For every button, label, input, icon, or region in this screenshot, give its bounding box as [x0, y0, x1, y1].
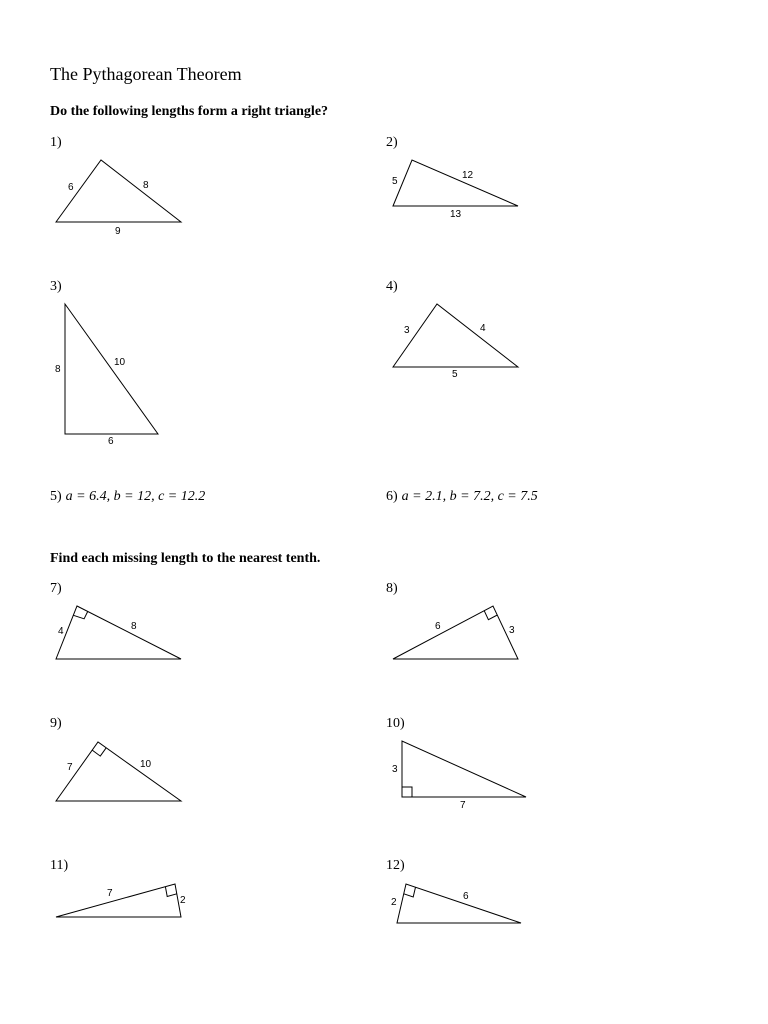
problem-3-side-c: 6	[108, 436, 114, 447]
problem-11-side-b: 2	[180, 895, 186, 906]
problem-12-number: 12)	[386, 858, 405, 873]
problem-8-side-b: 3	[509, 625, 515, 636]
problem-4-side-a: 3	[404, 325, 410, 336]
problem-11-side-a: 7	[107, 888, 113, 899]
problem-3-number: 3)	[50, 279, 62, 294]
problem-8-side-a: 6	[435, 621, 441, 632]
problem-9-side-a: 7	[67, 762, 73, 773]
problem-12-side-a: 2	[391, 897, 397, 908]
problem-5-number: 5)	[50, 489, 62, 504]
problem-12-side-b: 6	[463, 891, 469, 902]
problem-11-number: 11)	[50, 858, 69, 873]
problem-4-number: 4)	[386, 279, 398, 294]
problem-7-number: 7)	[50, 581, 62, 596]
section-2-heading: Find each missing length to the nearest tenth.	[50, 551, 321, 566]
problem-8-number: 8)	[386, 581, 398, 596]
problem-1-side-b: 8	[143, 180, 149, 191]
problem-7-side-a: 4	[58, 626, 64, 637]
problem-5-lengths: a = 6.4, b = 12, c = 12.2	[65, 489, 206, 504]
problem-9-side-b: 10	[140, 759, 152, 770]
problem-4-side-c: 5	[452, 369, 458, 380]
problem-10-side-b: 7	[460, 800, 466, 811]
problem-2-side-c: 13	[450, 209, 462, 220]
problem-1-number: 1)	[50, 135, 62, 150]
problem-6-lengths: a = 2.1, b = 7.2, c = 7.5	[401, 489, 538, 504]
problem-10-number: 10)	[386, 716, 405, 731]
problem-2-side-b: 12	[462, 170, 474, 181]
section-1-heading: Do the following lengths form a right triangle?	[50, 104, 329, 119]
problem-1-side-c: 9	[115, 226, 121, 237]
problem-4-side-b: 4	[480, 323, 486, 334]
problem-9-number: 9)	[50, 716, 62, 731]
problem-10-side-a: 3	[392, 764, 398, 775]
problem-1-side-a: 6	[68, 182, 74, 193]
worksheet-title: The Pythagorean Theorem	[50, 64, 242, 84]
problem-3-side-b: 10	[114, 357, 126, 368]
problem-6-number: 6)	[386, 489, 398, 504]
problem-7-side-b: 8	[131, 621, 137, 632]
problem-2-side-a: 5	[392, 176, 398, 187]
problem-3-side-a: 8	[55, 364, 61, 375]
problem-2-number: 2)	[386, 135, 398, 150]
